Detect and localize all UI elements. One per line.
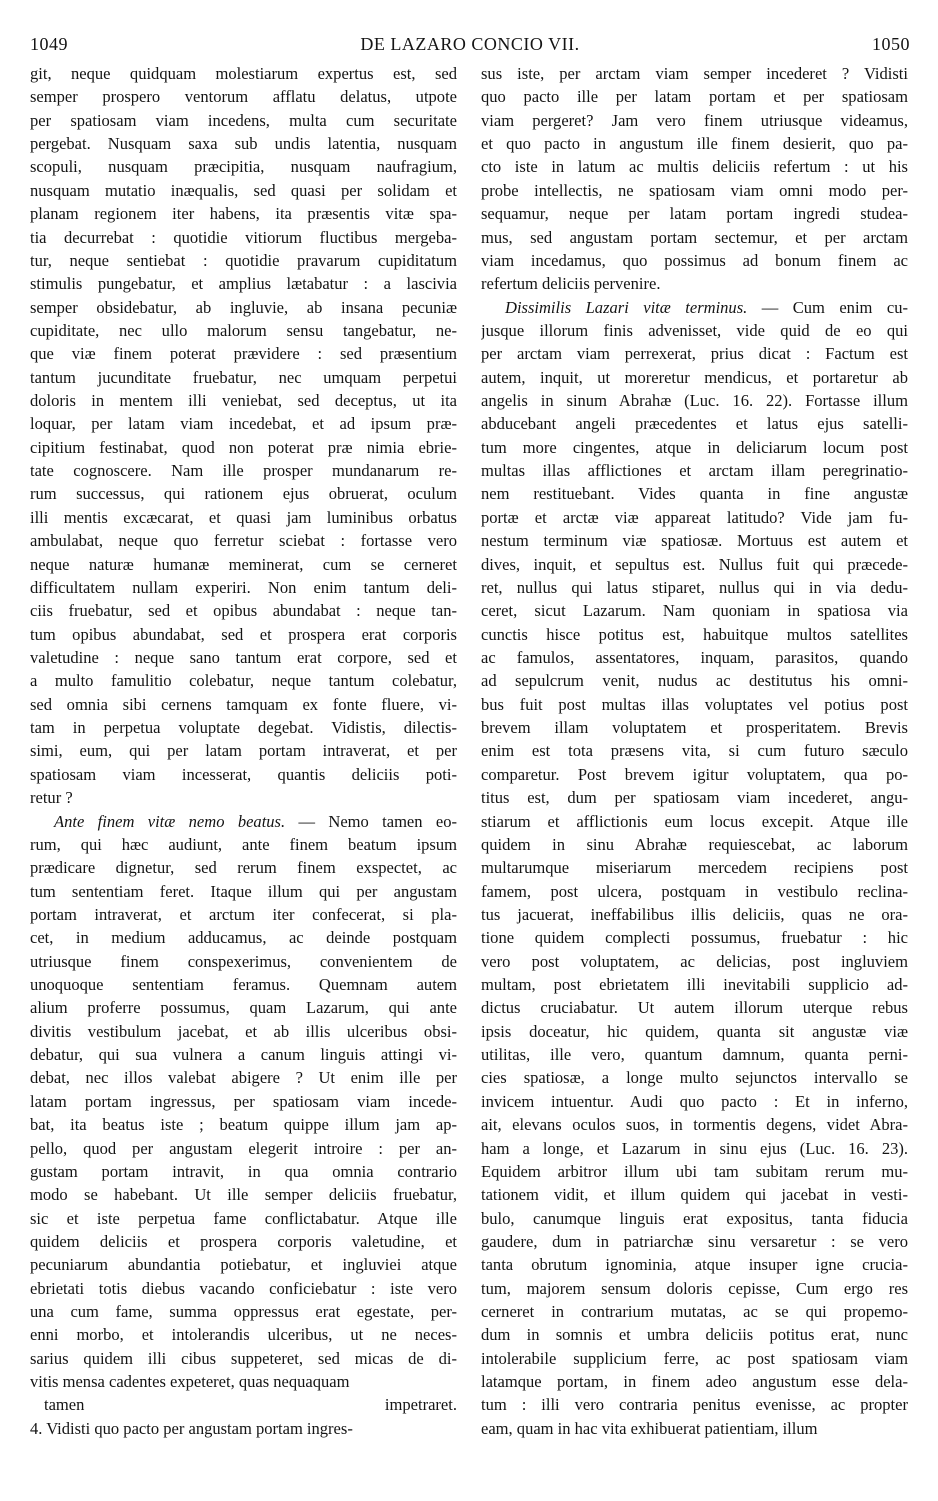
text-line: latam portam ingressus, per spatiosam viam incede- bbox=[30, 1091, 457, 1111]
text-line: rum, qui hæc audiunt, ante finem beatum ipsum bbox=[30, 834, 457, 854]
text-line: comparetur. Post brevem igitur voluptatem, qua po- bbox=[481, 764, 908, 784]
text-line: dum in somnis et umbra deliciis potitus erat, nunc bbox=[481, 1325, 908, 1345]
text-line: enni morbo, et intolerandis ulceribus, ut ne neces- bbox=[30, 1325, 457, 1345]
text-line: jusque illorum finis advenisset, vide quid de eo qui bbox=[481, 320, 908, 340]
text-line: tus jacuerat, ineffabilibus illis deliciis, quas ne ora- bbox=[481, 904, 908, 924]
text-line: tur, neque sentiebat : quotidie pravarum cupiditatum bbox=[30, 250, 457, 270]
text-line: ceret, sicut Lazarum. Nam quoniam in spatiosa via bbox=[481, 601, 908, 621]
text-line: probe intellectis, ne spatiosam viam omni modo per- bbox=[481, 180, 908, 200]
text-line: cipitium festinabat, quod non poterat præ nimia ebrie- bbox=[30, 437, 457, 457]
text-line: angelis in sinum Abrahæ (Luc. 16. 22). Fortasse illum bbox=[481, 391, 908, 411]
text-line: eam, quam in hac vita exhibuerat patientiam, illum bbox=[481, 1418, 818, 1438]
text-line: git, neque quidquam molestiarum expertus est, sed bbox=[30, 64, 457, 83]
text-line: brevem illam voluptatem et prosperitatem. Brevis bbox=[481, 718, 908, 738]
text-line: rum successus, qui rationem ejus obruerat, oculum bbox=[30, 484, 457, 504]
text-line: Equidem arbitror illum ubi tam subitam rerum mu- bbox=[481, 1161, 908, 1181]
text-line: sequamur, neque per latam portam ingredi studea- bbox=[481, 204, 908, 224]
text-line: nusquam mutatio inæqualis, sed quasi per solidam et bbox=[30, 180, 457, 200]
text-line: ret, nullus qui latus stiparet, nullus qui in via dedu- bbox=[481, 577, 908, 597]
text-line: cet, in medium adducamus, ac deinde postquam bbox=[30, 928, 457, 948]
text-line: scopuli, nusquam præcipitia, nusquam naufragium, bbox=[30, 157, 457, 177]
text-line: quo pacto ille per latam portam et per spatiosam bbox=[481, 87, 908, 107]
text-line: autem, inquit, ut moreretur mendicus, et portaretur ab bbox=[481, 367, 908, 387]
text-line: semper prospero ventorum afflatu delatus, utpote bbox=[30, 87, 457, 107]
text-line: multarumque miseriarum mercedem recipiens post bbox=[481, 858, 908, 878]
text-line: quidem in sinu Abrahæ requiescebat, ac laborum bbox=[481, 834, 908, 854]
text-line: tamen impetraret. bbox=[44, 1395, 457, 1415]
text-line: nestum terminum viæ spatiosæ. Mortuus est autem et bbox=[481, 531, 908, 551]
text-line: cies spatiosæ, a longe multo sejunctos intervallo se bbox=[481, 1068, 908, 1088]
text-line: tate cognoscere. Nam ille prosper mundanarum re- bbox=[30, 461, 457, 481]
running-header bbox=[30, 34, 910, 60]
text-line: ham a longe, et Lazarum in sinu ejus (Luc. 16. 23). bbox=[481, 1138, 908, 1158]
section-heading: Ante finem vitæ nemo beatus. bbox=[54, 811, 286, 831]
text-line: dives, inquit, et sepultus est. Nullus fuit qui præcede- bbox=[481, 554, 908, 574]
running-title: DE LAZARO CONCIO VII. bbox=[360, 34, 580, 54]
text-line: sic et iste perpetua fame conflictabatur. Atque ille bbox=[30, 1208, 457, 1228]
text-line: pello, quod per angustam elegerit introire : per an- bbox=[30, 1138, 457, 1158]
text-line: bus fuit post multas illas voluptates vel potius post bbox=[481, 694, 908, 714]
text-line: semper obsidebatur, ab ingluvie, ab insana pecuniæ bbox=[30, 297, 457, 317]
text-line: cupiditate, nec ullo malorum sensu tangebatur, ne- bbox=[30, 320, 457, 340]
text-line: utriusque finem conspexerimus, convenientem de bbox=[30, 951, 457, 971]
text-line: tum, majorem sensum doloris cepisse, Cum ergo res bbox=[481, 1278, 908, 1298]
text-line: modo se habebant. Ut ille semper deliciis fruebatur, bbox=[30, 1185, 457, 1205]
text-line: simi, eum, qui per latam portam intraverat, et per bbox=[30, 741, 457, 761]
text-line: a multo famulitio colebatur, neque tantum colebatur, bbox=[30, 671, 457, 691]
text-line: divitis vestibulum jacebat, et ab illis ulceribus obsi- bbox=[30, 1021, 457, 1041]
text-line: ciis fruebatur, sed et opibus abundabat : neque tan- bbox=[30, 601, 457, 621]
text-line: portam intraverat, et arctum iter confecerat, si pla- bbox=[30, 904, 457, 924]
text-line: bat, ita beatus iste ; beatum quippe illum jam ap- bbox=[30, 1115, 457, 1135]
text-line: loquar, per latam viam incedebat, et ad ipsum præ- bbox=[30, 414, 457, 434]
text-line: ipsis doceatur, hic quidem, quanta sit angustæ viæ bbox=[481, 1021, 908, 1041]
text-line: intolerabile supplicium ferre, ac post spatiosam viam bbox=[481, 1348, 908, 1368]
text-line: sarius quidem illi cibus suppeteret, sed micas de di- bbox=[30, 1348, 457, 1368]
text-line: per arctam viam perrexerat, prius dicat : Factum est bbox=[481, 344, 908, 364]
page-number-right: 1050 bbox=[872, 34, 910, 54]
text-line: dictus cruciabatur. Ut autem illorum uterque rebus bbox=[481, 998, 908, 1018]
text-line: ait, elevans oculos suos, in tormentis degens, videt Abra- bbox=[481, 1115, 908, 1135]
text-line: doloris in mentem illi veniebat, sed deceptus, ut ita bbox=[30, 391, 457, 411]
text-line: mus, sed angustam portam sectemur, et per arctam bbox=[481, 227, 908, 247]
text-line: cerneret in contrarium mutatas, ac se qui propemo- bbox=[481, 1302, 908, 1322]
text-line: 4. Vidisti quo pacto per angustam portam ingres- bbox=[30, 1418, 353, 1438]
text-line: sus iste, per arctam viam semper incederet ? Vidisti bbox=[481, 64, 908, 83]
text-line: pecuniarum abundantia potiebatur, et ingluviei atque bbox=[30, 1255, 457, 1275]
text-line: pergebat. Nusquam saxa sub undis latentia, nusquam bbox=[30, 134, 457, 154]
text-line: quidem deliciis et prospera corporis valetudine, et bbox=[30, 1231, 457, 1251]
text-line: tum more cingentes, atque in deliciarum locum post bbox=[481, 437, 908, 457]
text-line: tione quidem complecti possumus, fruebatur : hic bbox=[481, 928, 908, 948]
text-line: invicem intuentur. Audi quo pacto : Et in inferno, bbox=[481, 1091, 908, 1111]
text-line: retur ? bbox=[30, 788, 73, 808]
text-line: prædicare dignetur, sed rerum finem exspectet, ac bbox=[30, 858, 457, 878]
text-line: tationem vidit, et illum quidem qui jacebat in vesti- bbox=[481, 1185, 908, 1205]
text-line: tam in perpetua voluptate degebat. Vidistis, dilectis- bbox=[30, 718, 457, 738]
text-line: ambulabat, neque quo ferretur sciebat : fortasse vero bbox=[30, 531, 457, 551]
text-line: tantum jucunditate fruebatur, nec umquam perpetui bbox=[30, 367, 457, 387]
text-line: debat, nec illos valebat abigere ? Ut enim ille per bbox=[30, 1068, 457, 1088]
text-line: stimulis pungebatur, et amplius lætabatur : a lascivia bbox=[30, 274, 457, 294]
text-line: tia decurrebat : quotidie vitiorum fluctibus mergeba- bbox=[30, 227, 457, 247]
text-line: vero post voluptatem, ac delicias, post ingluviem bbox=[481, 951, 908, 971]
text-line: Dissimilis Lazari vitæ terminus. — Cum enim cu- bbox=[505, 297, 908, 317]
text-line: stiarum et afflictionis eum locus excepit. Atque ille bbox=[481, 811, 908, 831]
text-line: debatur, qui sua vulnera a canum linguis attingi vi- bbox=[30, 1045, 457, 1065]
text-line: que viæ finem poterat prævidere : sed præsentium bbox=[30, 344, 457, 364]
text-line: utilitas, ille vero, quantum damnum, quanta perni- bbox=[481, 1045, 908, 1065]
text-line: et quo pacto in angustum ille finem desierit, quo pa- bbox=[481, 134, 908, 154]
text-line: cto iste in latum ac multis deliciis refertum : ut his bbox=[481, 157, 908, 177]
text-line: multam, post ebrietatem illi inevitabili supplicio ad- bbox=[481, 975, 908, 995]
text-line: neque naturæ humanæ meminerat, cum se cerneret bbox=[30, 554, 457, 574]
text-line: gaudere, dum in patriarchæ sinu versaretur : se vero bbox=[481, 1231, 908, 1251]
text-line: alium proferre possumus, quam Lazarum, qui ante bbox=[30, 998, 457, 1018]
text-line: ad sepulcrum venit, nudus ac destitutus his omni- bbox=[481, 671, 908, 691]
text-line: latamque portam, in finem adeo angustum esse dela- bbox=[481, 1372, 908, 1392]
page-number-left: 1049 bbox=[30, 34, 68, 54]
right-text-column bbox=[481, 62, 908, 1494]
text-line: tum sententiam feret. Itaque illum qui per angustam bbox=[30, 881, 457, 901]
text-line: tum opibus abundabat, sed et prospera erat corporis bbox=[30, 624, 457, 644]
text-line: abducebant angeli præcedentes et latus ejus satelli- bbox=[481, 414, 908, 434]
text-line: ac famulos, assentatores, inquam, parasitos, quando bbox=[481, 647, 908, 667]
text-line: Ante finem vitæ nemo beatus. — Nemo tamen eo- bbox=[54, 811, 457, 831]
text-line: tanta obrutum ignominia, atque insuper igne crucia- bbox=[481, 1255, 908, 1275]
text-line: famem, post ulcera, postquam in vestibulo reclina- bbox=[481, 881, 908, 901]
text-line: titus est, dum per spatiosam viam incederet, angu- bbox=[481, 788, 908, 808]
text-line: planam regionem iter habens, ita præsentis vitæ spa- bbox=[30, 204, 457, 224]
text-line: difficultatem nullam experiri. Non enim tantum deli- bbox=[30, 577, 457, 597]
text-line: spatiosam viam incesserat, quantis deliciis poti- bbox=[30, 764, 457, 784]
text-line: nem restituebant. Vides quanta in fine angustæ bbox=[481, 484, 908, 504]
text-line: cunctis hisce potitus est, habuitque multos satellites bbox=[481, 624, 908, 644]
text-line: per spatiosam viam incedens, multa cum securitate bbox=[30, 110, 457, 130]
text-line: una cum fame, summa oppressus erat egestate, per- bbox=[30, 1302, 457, 1322]
text-line: viam pergeret? Jam vero finem utriusque videamus, bbox=[481, 110, 908, 130]
text-line: valetudine : neque sano tantum erat corpore, sed et bbox=[30, 647, 457, 667]
text-line: tum : illi vero contraria penitus evenisse, ac propter bbox=[481, 1395, 908, 1415]
text-line: refertum deliciis pervenire. bbox=[481, 274, 661, 294]
left-text-column bbox=[30, 62, 457, 1494]
text-line: multas illas afflictiones et arctam illam peregrinatio- bbox=[481, 461, 908, 481]
text-line: portæ et arctæ viæ appareat latitudo? Vide jam fu- bbox=[481, 507, 908, 527]
section-heading: Dissimilis Lazari vitæ terminus. bbox=[505, 297, 748, 317]
text-line: vitis mensa cadentes expeteret, quas nequaquam bbox=[30, 1372, 350, 1392]
text-line: gustam portam intravit, in qua omnia contrario bbox=[30, 1161, 457, 1181]
text-line: sed omnia sibi cernens tamquam ex fonte fluere, vi- bbox=[30, 694, 457, 714]
text-line: viam incedamus, quo possimus ad bonum finem ac bbox=[481, 250, 908, 270]
text-line: bulo, canumque linguis erat expositus, tanta fiducia bbox=[481, 1208, 908, 1228]
text-line: ebrietati totis diebus vacando conficiebatur : iste vero bbox=[30, 1278, 457, 1298]
text-line: illi mentis excæcarat, et quasi jam luminibus orbatus bbox=[30, 507, 457, 527]
text-line: enim est tota præsens vita, si cum futuro sæculo bbox=[481, 741, 908, 761]
text-line: unoquoque sententiam feramus. Quemnam autem bbox=[30, 975, 457, 995]
